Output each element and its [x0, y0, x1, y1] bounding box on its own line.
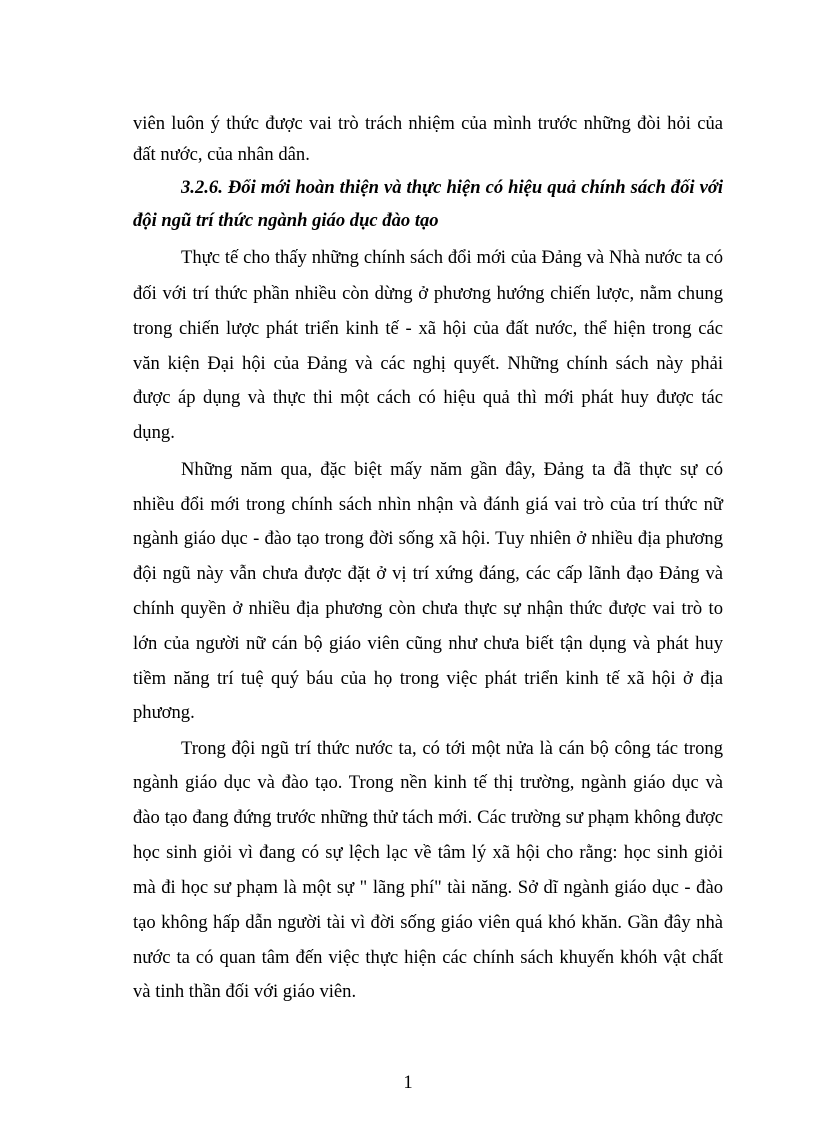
paragraph-line: lớn của người nữ cán bộ giáo viên cũng như chưa biết tận dụng và phát huy [133, 633, 723, 654]
paragraph-line: nhiều đổi mới trong chính sách nhìn nhận và đánh giá vai trò của trí thức nữ [133, 494, 723, 515]
paragraph-line: ngành giáo dục - đào tạo trong đời sống xã hội. Tuy nhiên ở nhiều địa phương [133, 528, 723, 549]
paragraph-line: văn kiện Đại hội của Đảng và các nghị quyết. Những chính sách này phải [133, 353, 723, 374]
section-heading: 3.2.6. Đổi mới hoàn thiện và thực hiện có hiệu quả chính sách đối với [181, 177, 723, 198]
paragraph-line: tạo không hấp dẫn người tài vì đời sống giáo viên quá khó khăn. Gần đây nhà [133, 912, 723, 933]
paragraph-line: phương. [133, 702, 195, 723]
paragraph-line: viên luôn ý thức được vai trò trách nhiệm của mình trước những đòi hỏi của [133, 113, 723, 134]
paragraph-line: trong chiến lược phát triển kinh tế - xã hội của đất nước, thể hiện trong các [133, 318, 723, 339]
paragraph-line: Trong đội ngũ trí thức nước ta, có tới một nửa là cán bộ công tác trong [181, 738, 723, 759]
page-number: 1 [403, 1072, 413, 1093]
section-heading: đội ngũ trí thức ngành giáo dục đào tạo [133, 210, 439, 231]
paragraph-line: Những năm qua, đặc biệt mấy năm gần đây, Đảng ta đã thực sự có [181, 459, 723, 480]
paragraph-line: và tinh thần đối với giáo viên. [133, 981, 357, 1002]
paragraph-line: học sinh giỏi vì đang có sự lệch lạc về tâm lý xã hội cho rằng: học sinh giỏi [133, 842, 723, 863]
paragraph-line: đội ngũ này vẫn chưa được đặt ở vị trí xứng đáng, các cấp lãnh đạo Đảng và [133, 563, 723, 584]
paragraph-line: nước ta có quan tâm đến việc thực hiện các chính sách khuyến khóh vật chất [133, 947, 723, 968]
paragraph-line: tiềm năng trí tuệ quý báu của họ trong việc phát triển kinh tế xã hội ở địa [133, 668, 723, 689]
paragraph-line: dụng. [133, 422, 175, 443]
paragraph-line: mà đi học sư phạm là một sự " lãng phí" tài năng. Sở dĩ ngành giáo dục - đào [133, 877, 723, 898]
paragraph-line: Thực tế cho thấy những chính sách đổi mới của Đảng và Nhà nước ta có [181, 247, 723, 268]
paragraph-line: đào tạo đang đứng trước những thử tách mới. Các trường sư phạm không được [133, 807, 723, 828]
paragraph-line: đất nước, của nhân dân. [133, 144, 310, 165]
paragraph-line: ngành giáo dục và đào tạo. Trong nền kinh tế thị trường, ngành giáo dục và [133, 772, 723, 793]
paragraph-line: được áp dụng và thực thi một cách có hiệu quả thì mới phát huy được tác [133, 387, 723, 408]
paragraph-line: đối với trí thức phần nhiều còn dừng ở phương hướng chiến lược, nằm chung [133, 283, 723, 304]
paragraph-line: chính quyền ở nhiều địa phương còn chưa thực sự nhận thức được vai trò to [133, 598, 723, 619]
